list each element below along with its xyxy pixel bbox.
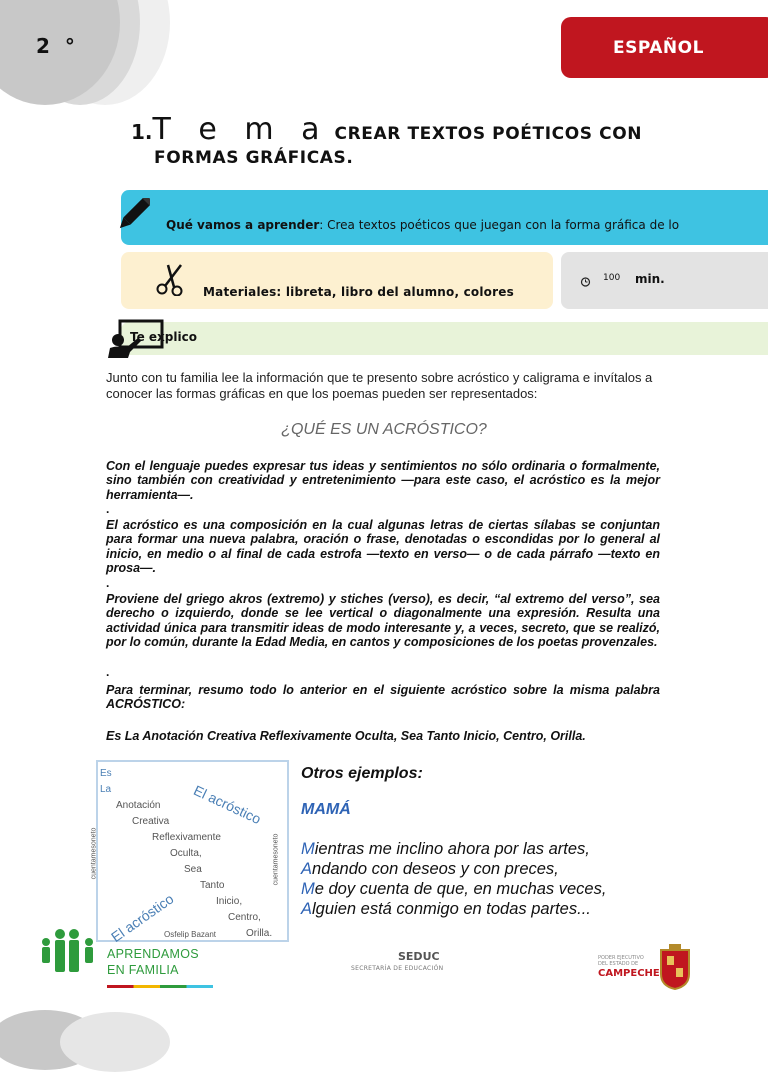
acrostic-line-8: Centro,	[228, 912, 261, 923]
time-value: 100	[603, 273, 621, 283]
poem-line-1	[301, 840, 590, 859]
topic-number: 1.	[131, 120, 153, 144]
learn-description: : Crea textos poéticos que juegan con la forma gráfica de lo	[319, 218, 680, 232]
poem-rest-2: ndando con deseos y con preces,	[312, 860, 559, 878]
acrostic-diagonal-title-1: El acróstico	[191, 782, 264, 828]
examples-label: Otros ejemplos:	[301, 765, 423, 782]
acrostic-image	[90, 760, 289, 946]
acrostic-line-2: Creativa	[132, 816, 170, 827]
grade-label: 2 °	[36, 34, 79, 58]
acrostic-author: Osfelip Bazant	[164, 930, 217, 939]
paragraph-acrostic-summary: Es La Anotación Creativa Reflexivamente Oculta, Sea Tanto Inicio, Centro, Orilla.	[106, 729, 586, 743]
acrostic-line-7: Inicio,	[216, 896, 243, 907]
poem-line-2	[301, 860, 559, 879]
acrostic-line-3: Reflexivamente	[152, 832, 221, 843]
poem-initial-3: M	[301, 880, 315, 898]
section-subtitle: ¿QUÉ ES UN ACRÓSTICO?	[281, 421, 487, 438]
footer-circle-light	[60, 1012, 170, 1072]
poem-rest-3: e doy cuenta de que, en muchas veces,	[314, 880, 607, 898]
footer-brand-line2: EN FAMILIA	[107, 963, 179, 977]
acrostic-word-la: La	[100, 784, 112, 795]
poem-line-4	[301, 900, 591, 919]
learn-label: Qué vamos a aprender	[166, 218, 320, 232]
topic-title-line2: FORMAS GRÁFICAS.	[154, 148, 354, 168]
scissors-icon	[155, 262, 187, 300]
acrostic-side-credit-right: cuentamesoneto	[272, 833, 280, 886]
footer-colorbar	[107, 985, 213, 988]
family-logo-icon	[36, 928, 100, 978]
poem-line-3	[301, 880, 606, 899]
example-word: MAMÁ	[301, 801, 351, 818]
explain-banner	[121, 322, 768, 355]
paragraph-3: Proviene del griego akros (extremo) y stiches (verso), es decir, “al extremo del verso”, sea derecho o izquierdo, donde se lee vertical o diagonalmente una expresión. Resulta una actividad única para transmitir ideas de modo interesante y, a veces, secreto, que se realizó, por lo común, durante la Edad Media, en cantos y composiciones de los poetas provenzales.	[106, 592, 660, 649]
poem-rest-4: lguien está conmigo en todas partes...	[312, 900, 591, 918]
separator-dot-1: .	[106, 502, 110, 516]
acrostic-line-4: Oculta,	[170, 848, 202, 859]
seduc-logo-text: SEDUC	[398, 950, 440, 963]
paragraph-2: El acróstico es una composición en la cual algunas letras de ciertas sílabas se conjuntan para formar una nueva palabra, oración o frase, denotadas o escondidas por lo general al inicio, en medio o al final de cada estrofa —texto en verso— o de cada párrafo —texto en prosa—.	[106, 518, 660, 575]
acrostic-line-6: Tanto	[200, 880, 225, 891]
poem-initial-2: A	[301, 860, 313, 878]
seduc-subtitle: SECRETARÍA DE EDUCACIÓN	[351, 965, 444, 972]
learn-text	[166, 218, 679, 232]
poem-initial-1: M	[301, 840, 315, 858]
poem-rest-1: ientras me inclino ahora por las artes,	[314, 840, 590, 858]
poem-initial-4: A	[301, 900, 313, 918]
separator-dot-2: .	[106, 576, 110, 590]
acrostic-line-1: Anotación	[116, 800, 161, 811]
footer-brand-line1: APRENDAMOS	[107, 947, 199, 961]
campeche-coat-of-arms-icon	[658, 944, 692, 994]
intro-text: Junto con tu familia lee la información que te presento sobre acróstico y caligrama e invítalos a conocer las formas gráficas en que los poemas pueden ser representados:	[106, 370, 653, 401]
topic-title-line1: CREAR TEXTOS POÉTICOS CON	[334, 124, 643, 144]
subject-badge: ESPAÑOL	[561, 17, 768, 78]
separator-dot-3: .	[106, 665, 110, 679]
state-executive-label	[598, 955, 644, 967]
topic-title	[131, 112, 642, 147]
pencil-icon	[118, 198, 150, 242]
time-unit: min.	[635, 272, 665, 286]
acrostic-line-9: Orilla.	[246, 928, 273, 939]
acrostic-side-credit-left: cuentamesoneto	[90, 827, 98, 880]
poder-line2: DEL ESTADO DE	[598, 961, 639, 967]
acrostic-line-5: Sea	[184, 864, 202, 875]
materials-text: Materiales: libreta, libro del alumno, colores	[203, 285, 514, 299]
acrostic-word-es: Es	[100, 768, 112, 779]
paragraph-4: Para terminar, resumo todo lo anterior en el siguiente acróstico sobre la misma palabra ACRÓSTICO:	[106, 683, 660, 712]
campeche-logo-text: CAMPECHE	[598, 968, 660, 979]
poder-line1: PODER EJECUTIVO	[598, 955, 644, 961]
topic-label: T e m a	[152, 112, 329, 147]
paragraph-1: Con el lenguaje puedes expresar tus ideas y sentimientos no sólo ordinaria o formalmente, sino también con creatividad y entretenimiento —para este caso, el acróstico es la mejor herramienta—.	[106, 459, 660, 502]
explain-label: Te explico	[130, 330, 197, 344]
alarm-clock-icon	[580, 272, 591, 291]
acrostic-diagonal-title-2: El acróstico	[108, 890, 177, 946]
